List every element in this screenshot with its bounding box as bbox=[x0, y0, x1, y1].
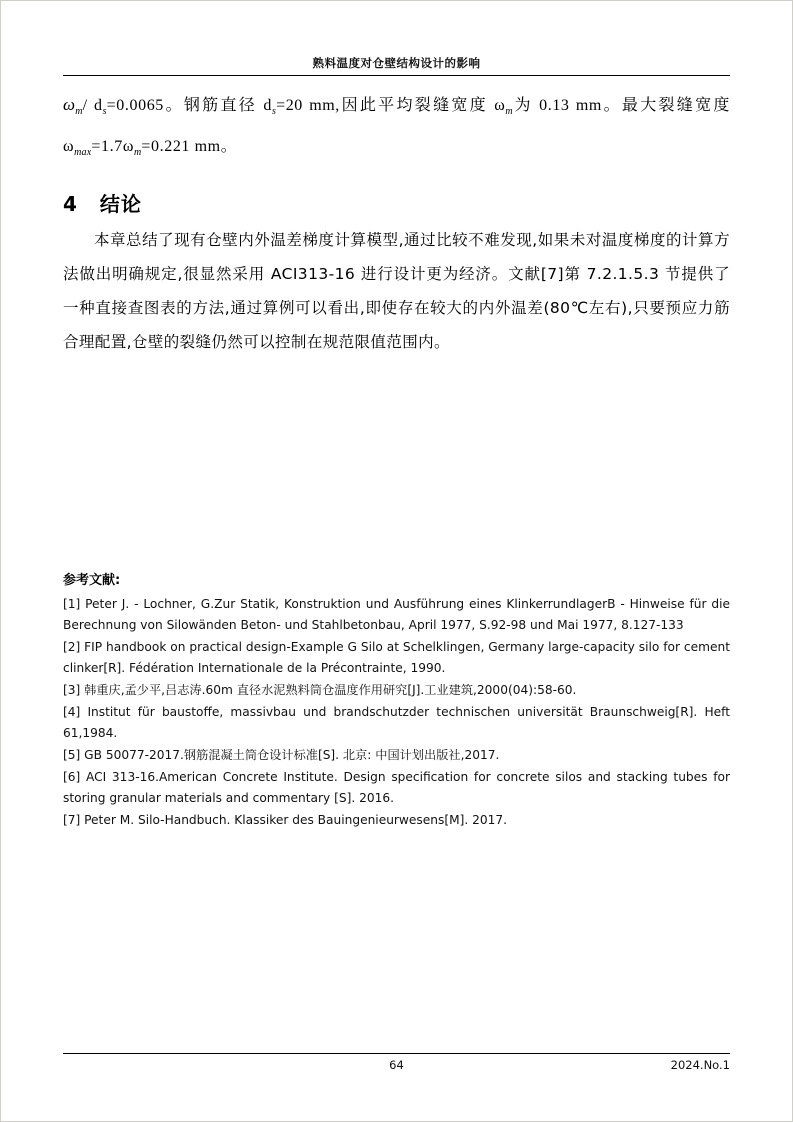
omega-subscript-2: m bbox=[505, 106, 513, 118]
header-divider bbox=[63, 75, 730, 76]
d-subscript-2: s bbox=[271, 106, 277, 118]
reference-item: [5] GB 50077-2017.钢筋混凝土筒仓设计标准[S]. 北京: 中国计划出版社,2017. bbox=[63, 748, 500, 763]
section-heading bbox=[63, 188, 730, 217]
formula-text-5: =1.7ω bbox=[91, 138, 134, 156]
page-number: 64 bbox=[389, 1058, 404, 1072]
references-section bbox=[63, 569, 730, 831]
formula-text-6: =0.221 mm。 bbox=[141, 138, 238, 156]
formula-paragraph bbox=[63, 88, 730, 170]
omega-subscript-3: m bbox=[133, 147, 142, 159]
section-title: 结论 bbox=[99, 192, 142, 217]
section-number: 4 bbox=[63, 192, 78, 217]
omega-subscript-max: max bbox=[74, 147, 92, 159]
issue-label: 2024.No.1 bbox=[670, 1058, 730, 1072]
omega-subscript-1: m bbox=[75, 106, 83, 118]
reference-item: [7] Peter M. Silo-Handbuch. Klassiker des Bauingenieurwesens[M]. 2017. bbox=[63, 813, 507, 828]
conclusion-paragraph: 本章总结了现有仓壁内外温差梯度计算模型,通过比较不难发现,如果未对温度梯度的计算方法做出明确规定,很显然采用 ACI313-16 进行设计更为经济。文献[7]第 7.2.1.5.3 节提供了一种直接查图表的方法,通过算例可以看出,即使存在较大的内外温差(80℃左右),只要预应力筋合理配置,仓壁的裂缝仍然可以控制在规范限值范围内。 bbox=[63, 231, 730, 352]
references-title: 参考文献: bbox=[63, 573, 121, 589]
page-content bbox=[63, 0, 730, 832]
omega-symbol-1: ω bbox=[63, 95, 76, 114]
reference-item: [1] Peter J. - Lochner, G.Zur Statik, Konstruktion und Ausführung eines KlinkerrundlagerB - Hinweise für die Berechnung von Silowänden Beton- und Stahlbetonbau, April 1977, S.92-98 und Mai 1977, 8.127-133 bbox=[63, 597, 730, 633]
running-header-title: 熟料温度对仓壁结构设计的影响 bbox=[312, 56, 481, 70]
reference-item: [4] Institut für baustoffe, massivbau und brandschutzder technischen universität Braunschweig[R]. Heft 61,1984. bbox=[63, 705, 730, 741]
running-header bbox=[63, 55, 730, 71]
formula-text-3: =20 mm,因此平均裂缝宽度 ω bbox=[276, 97, 506, 114]
reference-item: [3] 韩重庆,孟少平,吕志涛.60m 直径水泥熟料筒仓温度作用研究[J].工业建筑,2000(04):58-60. bbox=[63, 683, 577, 698]
footer-divider bbox=[63, 1053, 730, 1054]
reference-item: [2] FIP handbook on practical design-Example G Silo at Schelklingen, Germany large-capacity silo for cement clinker[R]. Fédération Internationale de la Précontrainte, 1990. bbox=[63, 640, 730, 676]
reference-item: [6] ACI 313-16.American Concrete Institute. Design specification for concrete silos and stacking tubes for storing granular materials and commentary [S]. 2016. bbox=[63, 770, 730, 806]
formula-text-4: 为 0.13 mm。最大裂缝宽度 ω bbox=[63, 97, 730, 156]
formula-text-1: / d bbox=[82, 97, 103, 114]
d-subscript-1: s bbox=[102, 106, 107, 118]
formula-text-2: =0.0065。钢筋直径 d bbox=[106, 97, 272, 114]
